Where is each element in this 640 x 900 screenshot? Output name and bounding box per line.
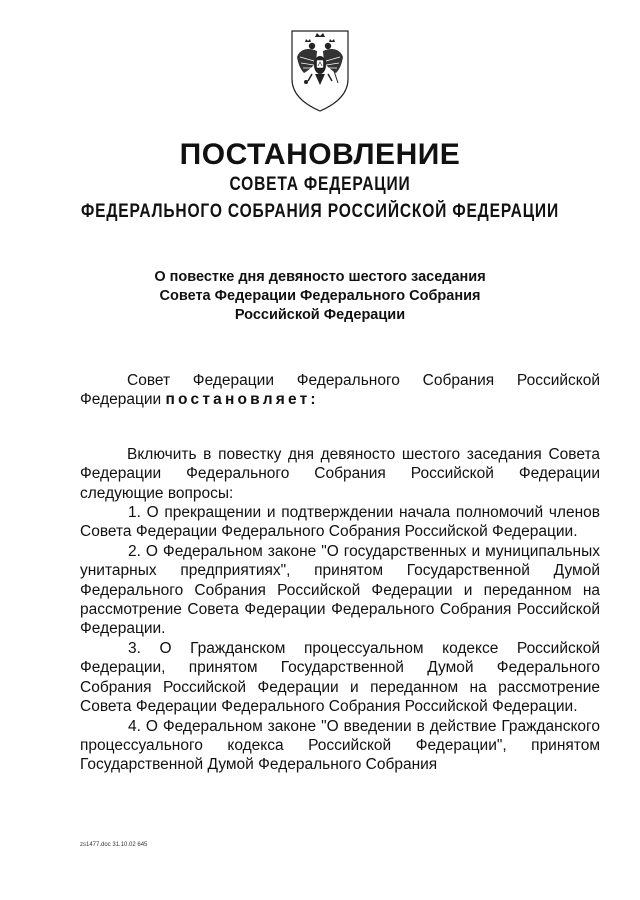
agenda-item: 2. О Федеральном законе "О государственных и муниципальных унитарных предприятиях", принятом Государственной Думой Федерального Собрания Российской Федерации и переданном на рассмотрение Совета Федерации Федерального Собрания Российской Федерации. (80, 542, 600, 638)
agenda-item: 3. О Гражданском процессуальном кодексе Российской Федерации, принятом Государственной Думой Федерального Собрания Российской Федерации и переданном на рассмотрение Совета Федерации Федерального Собрания Российской Федерации. (80, 639, 600, 716)
footer-file-reference: zs1477.doc 31.10.02 645 (80, 842, 148, 848)
subject-line: О повестке дня девяносто шестого заседания (154, 269, 486, 285)
document-body (80, 371, 600, 775)
agenda-item: 4. О Федеральном законе "О введении в действие Гражданского процессуального кодекса Российской Федерации", принятом Государственной Думой Федерального Собрания (80, 717, 600, 774)
agenda-item: 1. О прекращении и подтверждении начала полномочий членов Совета Федерации Федерального Собрания Российской Федерации. (80, 504, 600, 541)
coat-of-arms-emblem (288, 27, 352, 113)
preamble-paragraph (80, 371, 600, 410)
preamble-verb: постановляет: (165, 391, 319, 409)
preamble-text: Совет Федерации Федерального Собрания Российской Федерации (80, 372, 600, 409)
double-headed-eagle-icon (288, 27, 352, 113)
issuer-line-2: ФЕДЕРАЛЬНОГО СОБРАНИЯ РОССИЙСКОЙ ФЕДЕРАЦИИ (81, 201, 559, 222)
subject-line: Совета Федерации Федерального Собрания (159, 288, 481, 304)
document-subject (0, 268, 640, 325)
intro-paragraph: Включить в повестку дня девяносто шестого заседания Совета Федерации Федерального Собрания Российской Федерации следующие вопросы: (80, 445, 600, 502)
issuer-line-1: СОВЕТА ФЕДЕРАЦИИ (229, 174, 411, 195)
document-title: ПОСТАНОВЛЕНИЕ (179, 138, 461, 171)
subject-line: Российской Федерации (234, 307, 406, 323)
